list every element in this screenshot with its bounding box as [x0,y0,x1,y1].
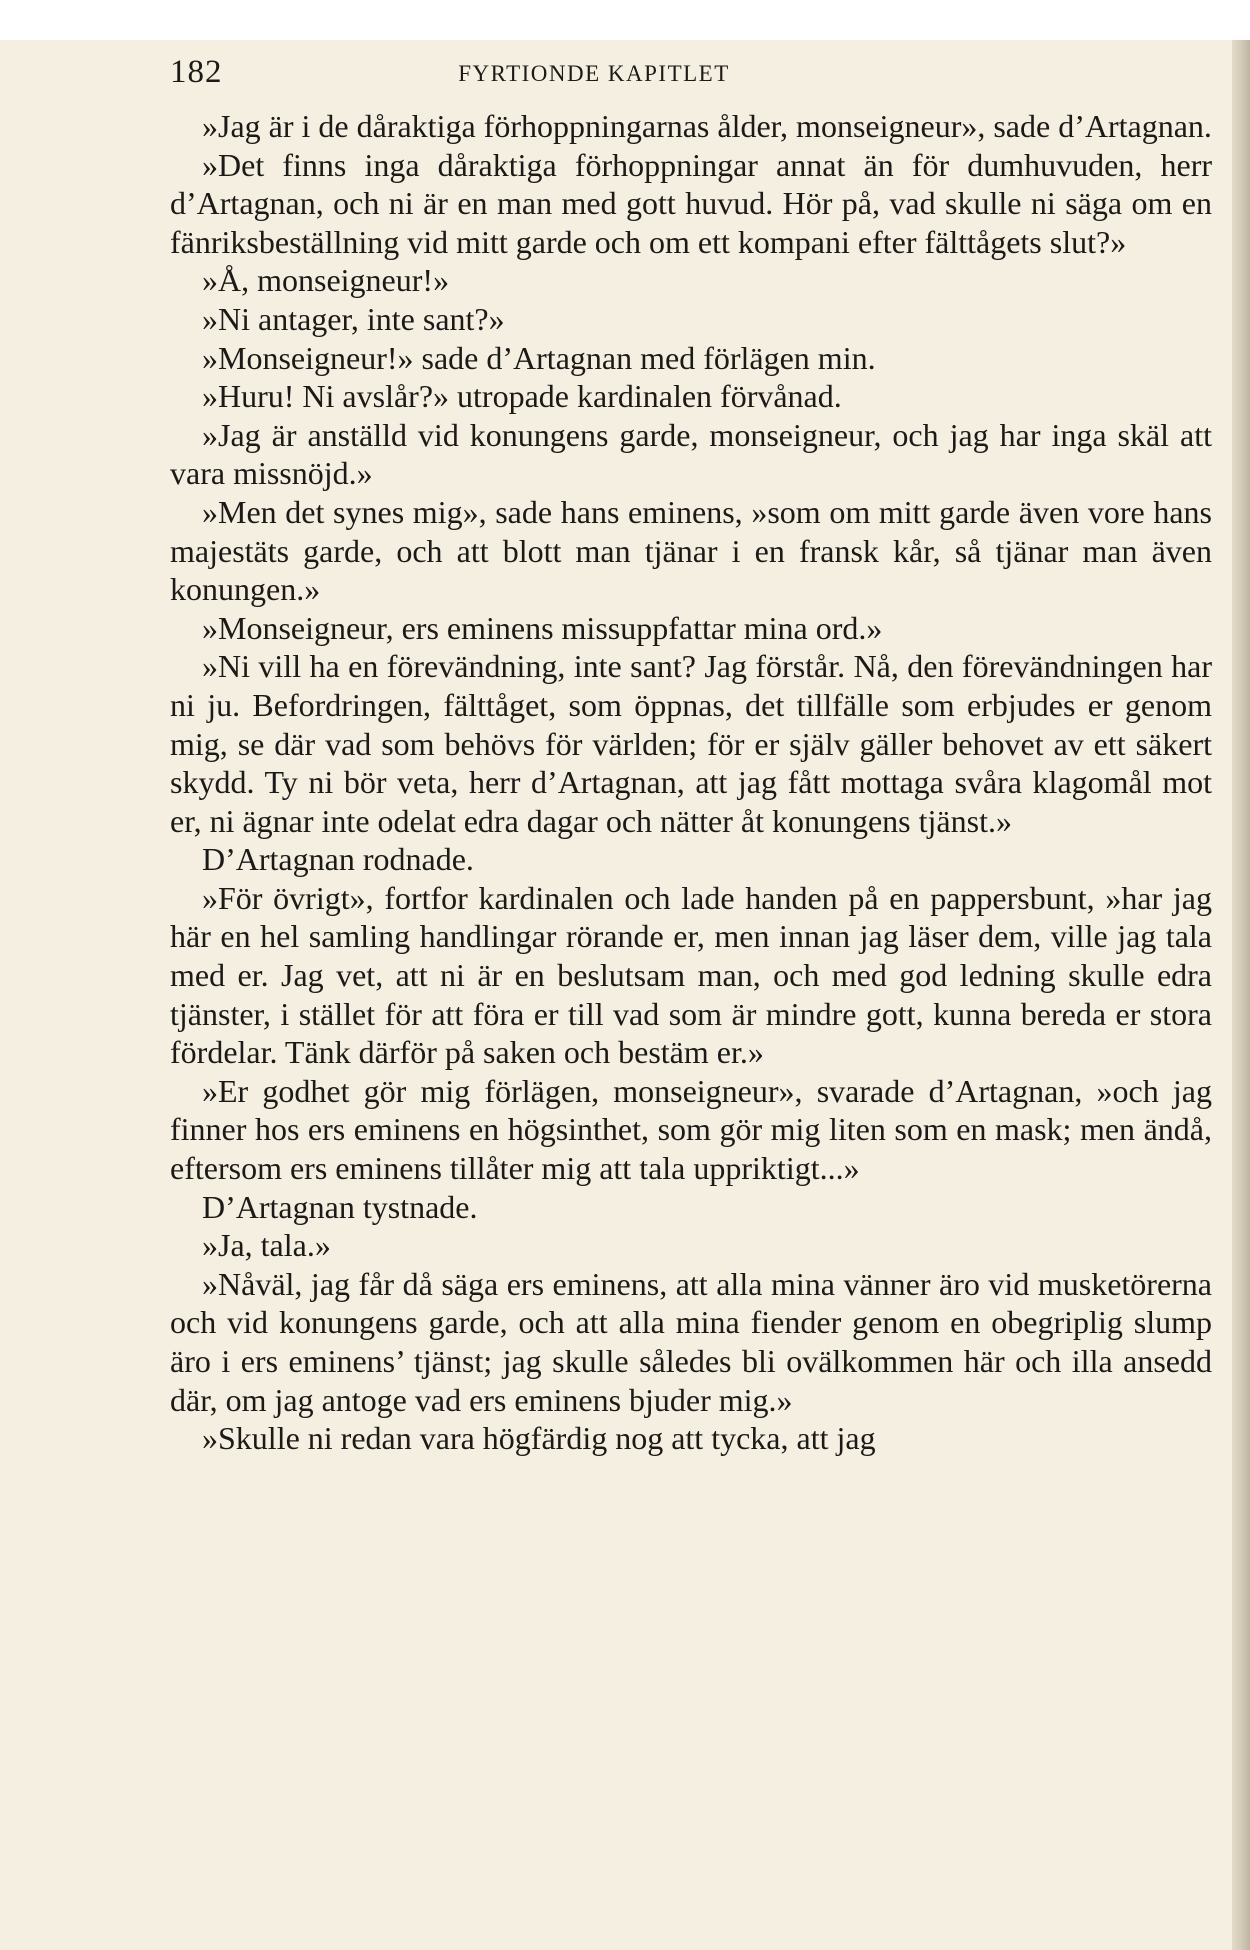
paragraph: »Men det synes mig», sade hans eminens, »som om mitt garde även vore hans majestäts garde, och att blott man tjänar i en fransk kår, så tjänar man även konungen.» [170,493,1212,608]
paragraph: »Det finns inga dåraktiga förhoppningar annat än för dumhuvuden, herr d’Artagnan, och ni är en man med gott huvud. Hör på, vad skulle ni säga om en fänriksbeställning vid mitt garde och om ett kompani efter fälttågets slut?» [170,146,1212,260]
paragraph: »Ni antager, inte sant?» [202,300,505,337]
paragraph: »Er godhet gör mig förlägen, monseigneur», svarade d’Artagnan, »och jag finner hos ers eminens en högsinthet, som gör mig liten som en mask; men ändå, eftersom ers eminens tillåter mig att tala uppriktigt...» [170,1072,1212,1187]
paragraph: »För övrigt», fortfor kardinalen och lade handen på en pappersbunt, »har jag här en hel samling handlingar rörande er, men innan jag läser dem, ville jag tala med er. Jag vet, att ni är en beslutsam man, och med god ledning skulle edra tjänster, i stället för att föra er till vad som är mindre gott, kunna bereda er stora fördelar. Tänk därför på saken och bestäm er.» [170,879,1212,1071]
running-head: FYRTIONDE KAPITLET [458,61,730,86]
paragraph: »Nåväl, jag får då säga ers eminens, att alla mina vänner äro vid musketörerna och vid konungens garde, och att alla mina fiender genom en obegriplig slump äro i ers eminens’ tjänst; jag skulle således bli ovälkommen här och illa ansedd där, om jag antoge vad ers eminens bjuder mig.» [170,1265,1212,1418]
paragraph: »Ja, tala.» [202,1227,331,1264]
paragraph: »Å, monseigneur!» [202,262,450,299]
paragraph: D’Artagnan tystnade. [202,1188,478,1225]
paragraph: »Monseigneur!» sade d’Artagnan med förlägen min. [202,339,876,376]
paragraph: »Jag är i de dåraktiga förhoppningarnas ålder, monseigneur», sade d’Artagnan. [202,108,1212,144]
page-number: 182 [170,54,223,90]
paragraph: »Jag är anställd vid konungens garde, monseigneur, och jag har inga skäl att vara missnöjd.» [170,416,1212,492]
paragraph: »Huru! Ni avslår?» utropade kardinalen förvånad. [202,378,842,415]
paragraph: »Monseigneur, ers eminens missuppfattar mina ord.» [202,609,883,646]
paragraph: D’Artagnan rodnade. [202,841,474,878]
body-text [170,107,1212,1458]
paragraph: »Ni vill ha en förevändning, inte sant? Jag förstår. Nå, den förevändningen har ni ju. Befordringen, fälttåget, som öppnas, det tillfälle som erbjudes er genom mig, se där vad som behövs för världen; för er själv gäller behovet av ett säkert skydd. Ty ni bör veta, herr d’Artagnan, att jag fått mottaga svåra klagomål mot er, ni ägnar inte odelat edra dagar och nätter åt konungens tjänst.» [170,648,1212,839]
page-edge [1232,40,1250,1950]
paragraph: »Skulle ni redan vara högfärdig nog att tycka, att jag [202,1420,876,1457]
page-header [170,52,1212,92]
